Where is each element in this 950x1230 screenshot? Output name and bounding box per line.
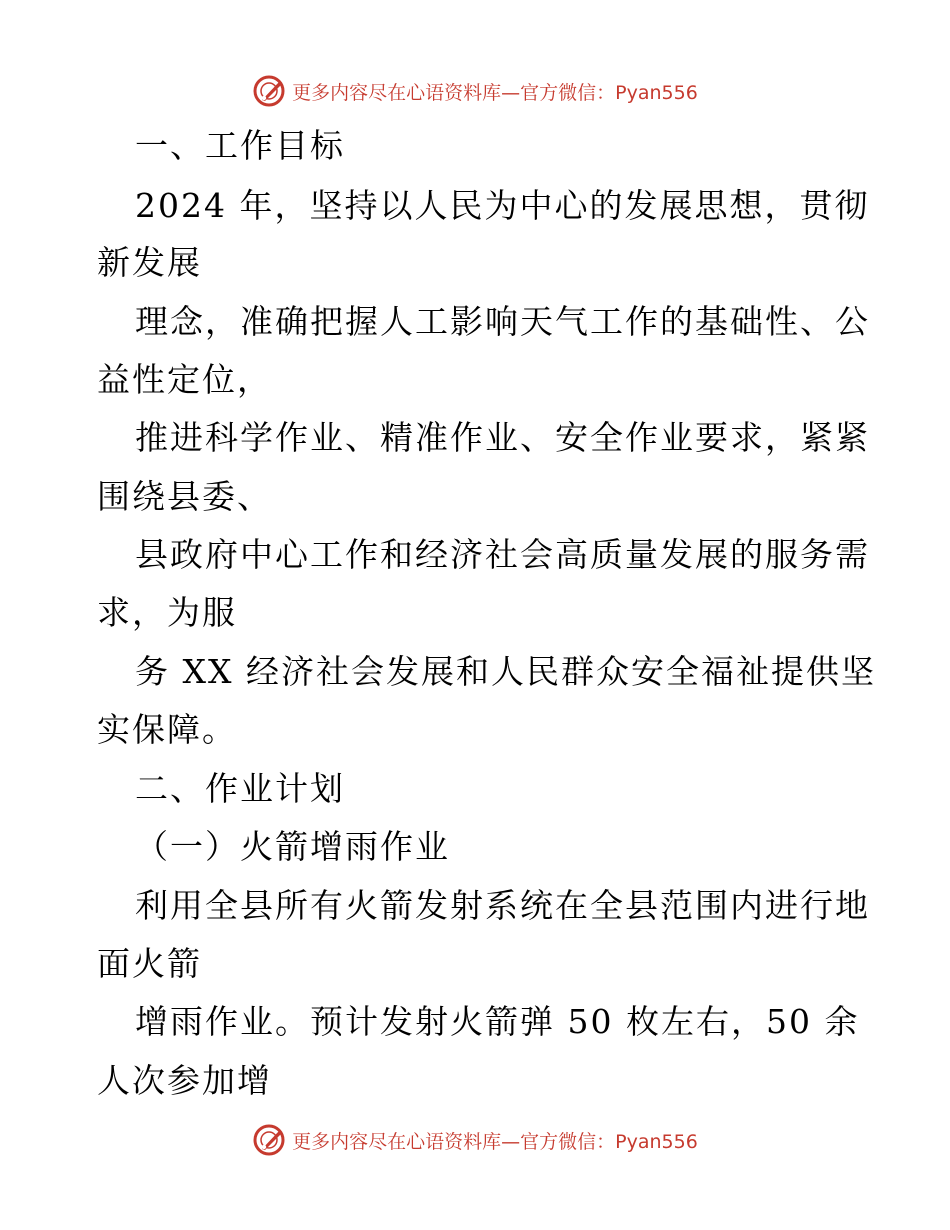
watermark-text: 更多内容尽在心语资料库—官方微信：Pyan556 [292, 1130, 698, 1153]
watermark-text: 更多内容尽在心语资料库—官方微信：Pyan556 [292, 81, 698, 104]
paragraph-line: 益性定位， [97, 360, 272, 399]
heading-work-goals: 一、工作目标 [135, 126, 345, 165]
paragraph-line: 理念，准确把握人工影响天气工作的基础性、公 [135, 302, 870, 341]
subheading-rocket-rain: （一）火箭增雨作业 [135, 827, 450, 866]
pen-nib-logo-icon [252, 1123, 286, 1157]
paragraph-line: 求，为服 [97, 593, 237, 632]
paragraph-line: 围绕县委、 [97, 477, 272, 516]
paragraph-line: 利用全县所有火箭发射系统在全县范围内进行地 [135, 886, 870, 925]
paragraph-line: 推进科学作业、精准作业、安全作业要求，紧紧 [135, 418, 870, 457]
heading-work-plan: 二、作业计划 [135, 769, 345, 808]
paragraph-line: 面火箭 [97, 944, 202, 983]
footer-watermark-banner [0, 1120, 950, 1160]
paragraph-line: 县政府中心工作和经济社会高质量发展的服务需 [135, 535, 870, 574]
paragraph-line: 人次参加增 [97, 1061, 272, 1100]
paragraph-line: 新发展 [97, 243, 202, 282]
paragraph-line: 增雨作业。预计发射火箭弹 50 枚左右，50 余 [135, 1002, 860, 1041]
paragraph-line: 2024 年，坚持以人民为中心的发展思想，贯彻 [135, 186, 870, 225]
paragraph-line: 实保障。 [97, 710, 237, 749]
paragraph-line: 务 XX 经济社会发展和人民群众安全福祉提供坚 [135, 652, 876, 691]
